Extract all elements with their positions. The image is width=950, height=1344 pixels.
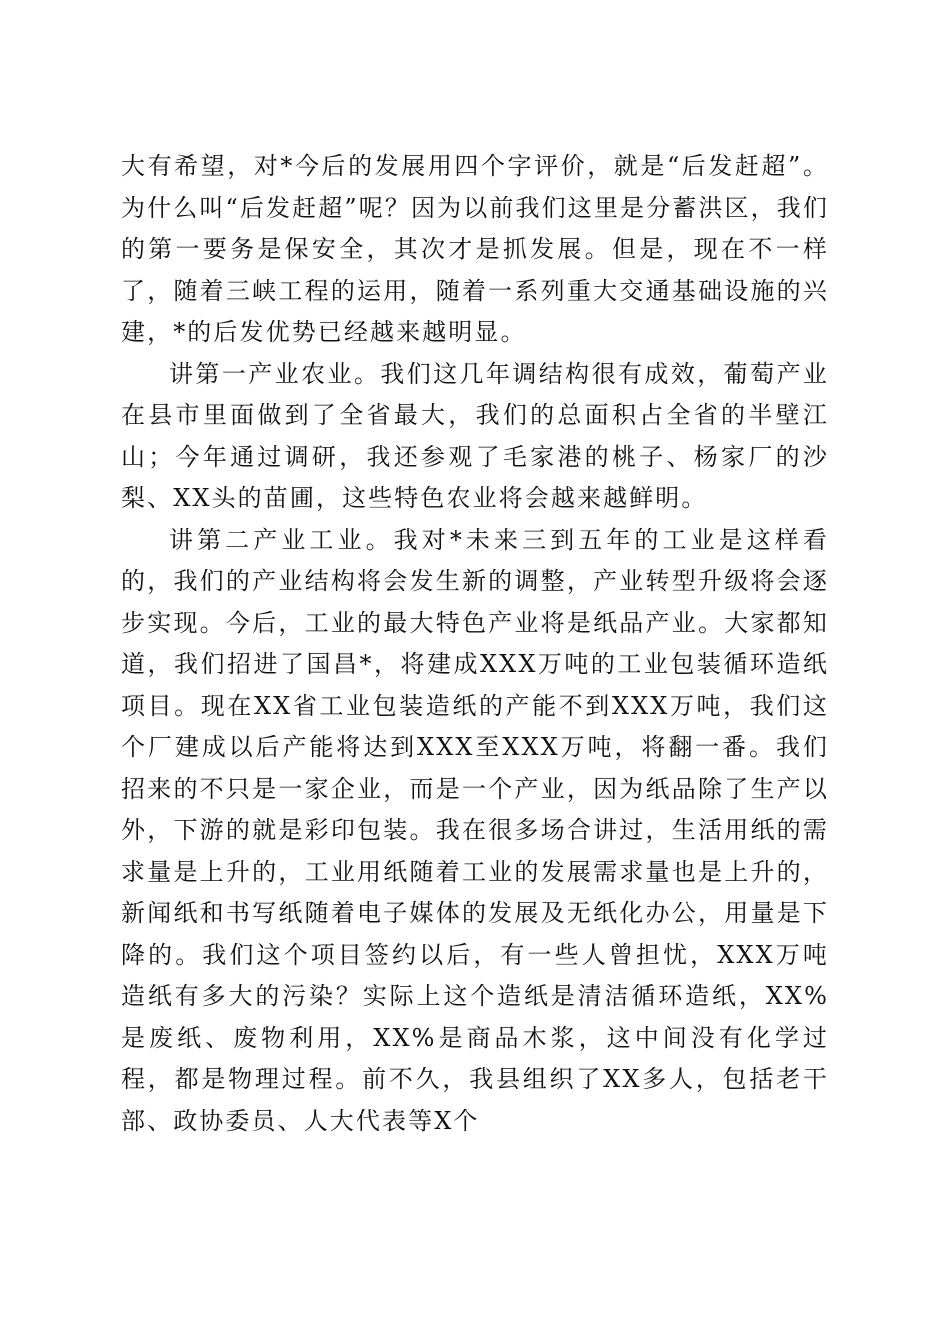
- paragraph-industry: 讲第二产业工业。我对*未来三到五年的工业是这样看的，我们的产业结构将会发生新的调整，产业转型升级将会逐步实现。今后，工业的最大特色产业将是纸品产业。大家都知道，我们招进了国昌*，将建成XXX万吨的工业包装循环造纸项目。现在XX省工业包装造纸的产能不到XXX万吨，我们这个厂建成以后产能将达到XXX至XXX万吨，将翻一番。我们招来的不只是一家企业，而是一个产业，因为纸品除了生产以外，下游的就是彩印包装。我在很多场合讲过，生活用纸的需求量是上升的，工业用纸随着工业的发展需求量也是上升的，新闻纸和书写纸随着电子媒体的发展及无纸化办公，用量是下降的。我们这个项目签约以后，有一些人曾担忧，XXX万吨造纸有多大的污染？实际上这个造纸是清洁循环造纸，XX%是废纸、废物利用，XX%是商品木浆，这中间没有化学过程，都是物理过程。前不久，我县组织了XX多人，包括老干部、政协委员、人大代表等X个: [121, 525, 829, 1135]
- paragraph-agriculture: 讲第一产业农业。我们这几年调结构很有成效，葡萄产业在县市里面做到了全省最大，我们的总面积占全省的半壁江山；今年通过调研，我还参观了毛家港的桃子、杨家厂的沙梨、XX头的苗圃，这些特色农业将会越来越鲜明。: [121, 359, 829, 512]
- body-text: [121, 146, 829, 1142]
- paragraph-continuation: 大有希望，对*今后的发展用四个字评价，就是“后发赶超”。为什么叫“后发赶超”呢？因为以前我们这里是分蓄洪区，我们的第一要务是保安全，其次才是抓发展。但是，现在不一样了，随着三峡工程的运用，随着一系列重大交通基础设施的兴建，*的后发优势已经越来越明显。: [121, 152, 829, 346]
